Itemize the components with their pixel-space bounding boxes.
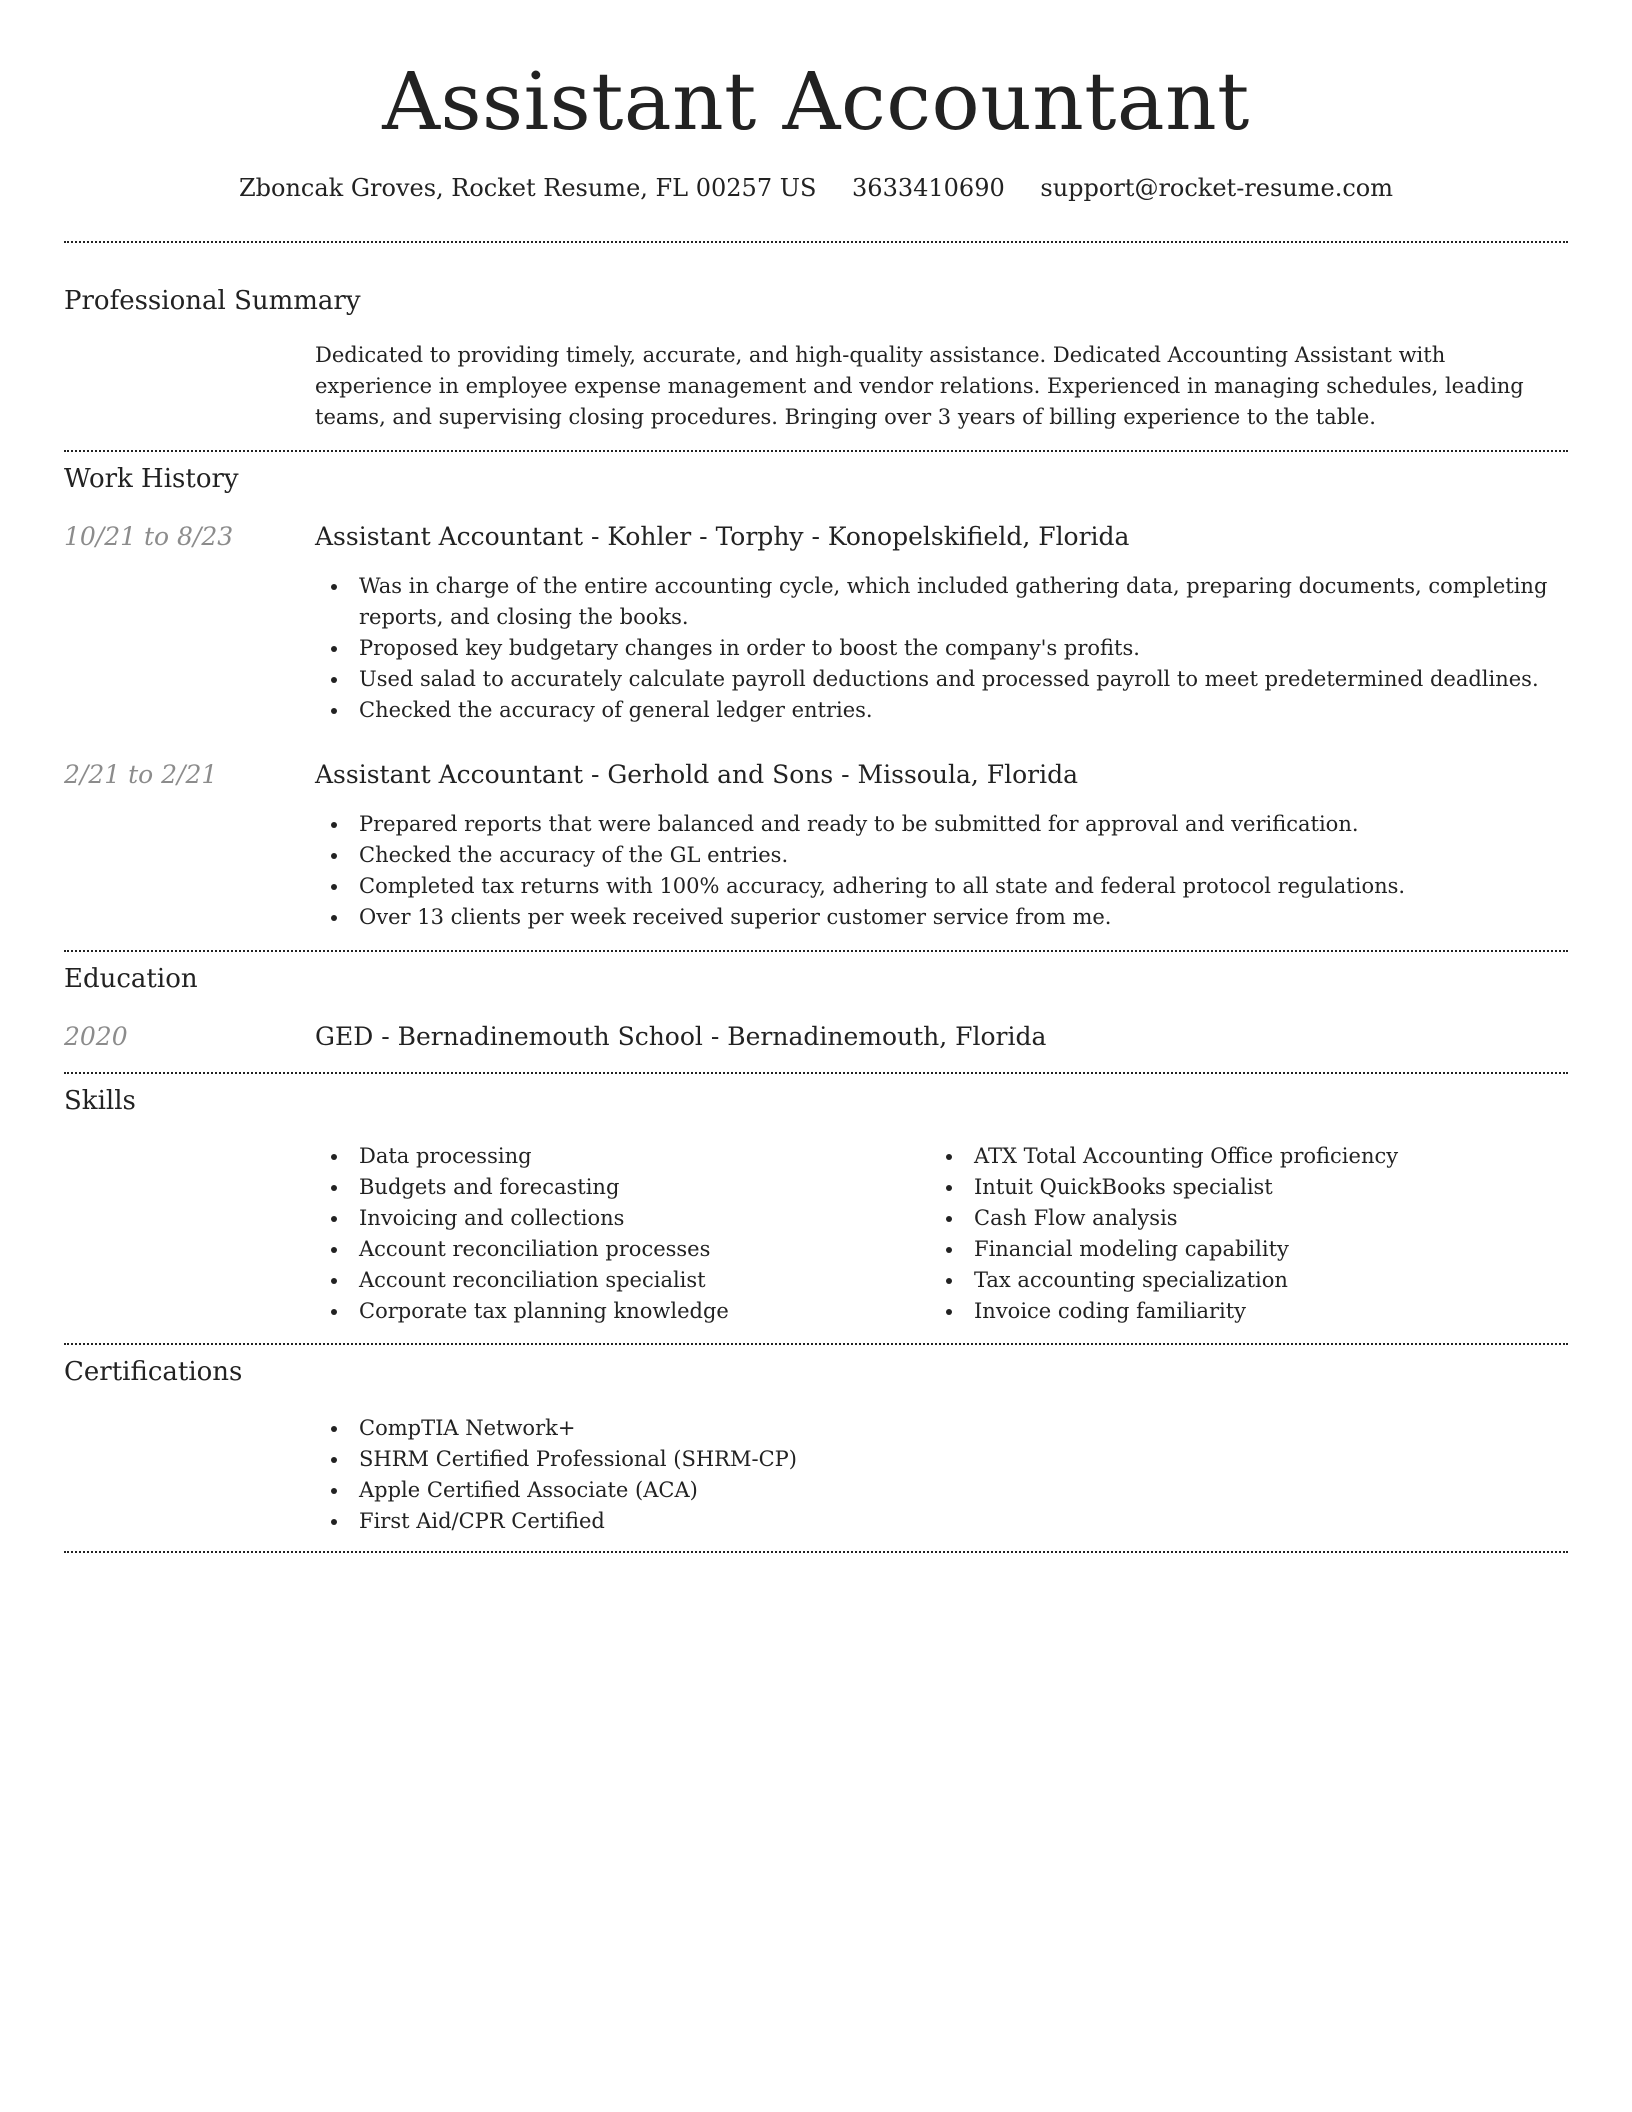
job-bullet-list — [315, 571, 1568, 726]
job-bullet: Proposed key budgetary changes in order to boost the company's profits. — [315, 633, 1568, 664]
certifications-heading: Certifications — [64, 1357, 243, 1387]
job-dates: 2/21 to 2/21 — [64, 760, 218, 789]
job-title: Assistant Accountant - Gerhold and Sons - Missoula, Florida — [315, 760, 1079, 789]
skill-item: Data processing — [315, 1141, 930, 1172]
skill-item: Intuit QuickBooks specialist — [930, 1172, 1568, 1203]
certification-item: CompTIA Network+ — [315, 1413, 1568, 1444]
summary-text: Dedicated to providing timely, accurate, and high-quality assistance. Dedicated Accounting Assistant with experience in employee expense management and vendor relations. Experienced in managing schedules, leading teams, and supervising closing procedures. Bringing over 3 years of billing experience to the table. — [315, 343, 1524, 429]
section-divider — [64, 1072, 1568, 1074]
skills-heading: Skills — [64, 1086, 136, 1116]
skill-item: Account reconciliation specialist — [315, 1265, 930, 1296]
contact-email: support@rocket-resume.com — [1040, 174, 1393, 202]
skill-item: Budgets and forecasting — [315, 1172, 930, 1203]
contact-address: Zboncak Groves, Rocket Resume, FL 00257 US — [238, 174, 817, 202]
skill-item: Cash Flow analysis — [930, 1203, 1568, 1234]
certification-item: First Aid/CPR Certified — [315, 1506, 1568, 1537]
skills-list-right — [930, 1141, 1568, 1327]
skill-item: Financial modeling capability — [930, 1234, 1568, 1265]
section-divider — [64, 241, 1568, 243]
contact-line — [64, 172, 1568, 204]
job-bullet-list — [315, 809, 1568, 933]
certification-item: Apple Certified Associate (ACA) — [315, 1475, 1568, 1506]
certification-item: SHRM Certified Professional (SHRM-CP) — [315, 1444, 1568, 1475]
section-divider — [64, 950, 1568, 952]
certifications-list — [315, 1413, 1568, 1537]
education-heading: Education — [64, 964, 198, 994]
job-bullet: Prepared reports that were balanced and ready to be submitted for approval and verification. — [315, 809, 1568, 840]
education-year: 2020 — [64, 1022, 128, 1051]
job-bullet: Over 13 clients per week received superior customer service from me. — [315, 902, 1568, 933]
work-history-heading: Work History — [64, 464, 239, 494]
section-divider — [64, 1551, 1568, 1553]
job-bullet: Checked the accuracy of the GL entries. — [315, 840, 1568, 871]
skills-list-left — [315, 1141, 930, 1327]
skill-item: Corporate tax planning knowledge — [315, 1296, 930, 1327]
education-entry: GED - Bernadinemouth School - Bernadinemouth, Florida — [315, 1022, 1047, 1051]
skill-item: Invoicing and collections — [315, 1203, 930, 1234]
summary-heading: Professional Summary — [64, 286, 361, 316]
job-title: Assistant Accountant - Kohler - Torphy - Konopelskifield, Florida — [315, 522, 1130, 551]
contact-phone: 3633410690 — [852, 174, 1005, 202]
job-bullet: Checked the accuracy of general ledger entries. — [315, 695, 1568, 726]
skill-item: ATX Total Accounting Office proficiency — [930, 1141, 1568, 1172]
job-bullet: Was in charge of the entire accounting cycle, which included gathering data, preparing documents, completing reports, and closing the books. — [315, 571, 1568, 633]
skill-item: Account reconciliation processes — [315, 1234, 930, 1265]
candidate-name: Assistant Accountant — [382, 55, 1250, 148]
job-bullet: Used salad to accurately calculate payroll deductions and processed payroll to meet predetermined deadlines. — [315, 664, 1568, 695]
skill-item: Tax accounting specialization — [930, 1265, 1568, 1296]
job-dates: 10/21 to 8/23 — [64, 522, 234, 551]
job-bullet: Completed tax returns with 100% accuracy, adhering to all state and federal protocol regulations. — [315, 871, 1568, 902]
section-divider — [64, 1343, 1568, 1345]
section-divider — [64, 450, 1568, 452]
skill-item: Invoice coding familiarity — [930, 1296, 1568, 1327]
